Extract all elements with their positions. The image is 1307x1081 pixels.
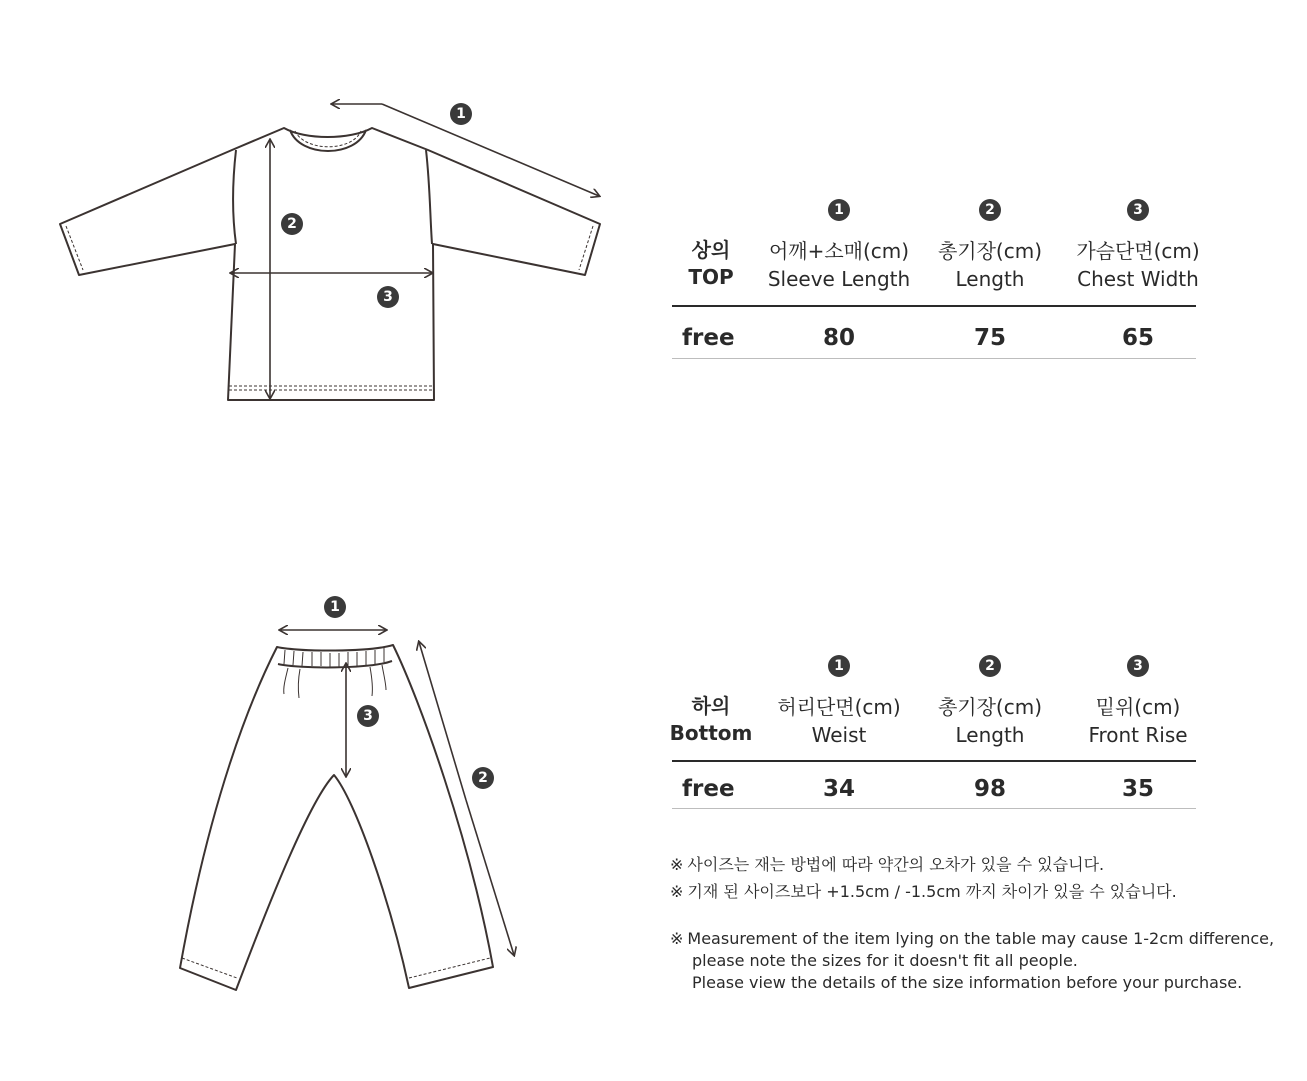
bottom-col-length-en: Length bbox=[955, 723, 1025, 747]
top-col-3-marker: 3 bbox=[1127, 199, 1149, 221]
bottom-col-rise bbox=[1048, 693, 1228, 749]
pants-marker-1: 1 bbox=[324, 596, 346, 618]
tshirt-marker-1: 1 bbox=[450, 103, 472, 125]
bottom-col-waist-ko: 허리단면(cm) bbox=[777, 695, 901, 719]
top-col-chest-ko: 가슴단면(cm) bbox=[1076, 239, 1200, 263]
bottom-header-rule bbox=[672, 760, 1196, 762]
top-col-1-marker: 1 bbox=[828, 199, 850, 221]
tshirt-marker-2: 2 bbox=[281, 213, 303, 235]
bottom-label-ko: 하의 bbox=[691, 694, 731, 718]
note-en-3-text: Please view the details of the size information before your purchase. bbox=[692, 973, 1243, 992]
note-en bbox=[670, 928, 1274, 994]
top-row-size: free bbox=[682, 325, 735, 351]
bottom-row-size: free bbox=[682, 776, 735, 802]
top-row-length-value: 75 bbox=[973, 325, 1006, 351]
top-header-rule bbox=[672, 305, 1196, 307]
bottom-col-rise-en: Front Rise bbox=[1088, 723, 1188, 747]
pants-marker-2: 2 bbox=[472, 767, 494, 789]
bottom-row-length-value: 98 bbox=[973, 776, 1006, 802]
top-row-chest-value: 65 bbox=[1121, 325, 1154, 351]
note-ko-2-text: 기재 된 사이즈보다 +1.5cm / -1.5cm 까지 차이가 있을 수 있습니다. bbox=[687, 882, 1177, 901]
bottom-col-1-marker: 1 bbox=[828, 655, 850, 677]
bottom-row-rule bbox=[672, 808, 1196, 809]
top-col-length-ko: 총기장(cm) bbox=[937, 239, 1043, 263]
top-label-en: TOP bbox=[688, 265, 734, 289]
note-en-2-text: please note the sizes for it doesn't fit all people. bbox=[692, 951, 1078, 970]
tshirt-illustration bbox=[60, 128, 600, 400]
top-col-chest bbox=[1048, 237, 1228, 293]
top-label-ko: 상의 bbox=[691, 238, 731, 262]
note-en-1-text: Measurement of the item lying on the table may cause 1-2cm difference, bbox=[687, 929, 1275, 948]
bottom-col-waist-en: Weist bbox=[811, 723, 867, 747]
bottom-col-3-marker: 3 bbox=[1127, 655, 1149, 677]
note-ko-1 bbox=[670, 854, 1104, 876]
tshirt-marker-3: 3 bbox=[377, 286, 399, 308]
bottom-label-en: Bottom bbox=[669, 721, 753, 745]
bottom-col-2-marker: 2 bbox=[979, 655, 1001, 677]
note-mark: ※ bbox=[670, 855, 684, 874]
top-col-sleeve-ko: 어깨+소매(cm) bbox=[768, 239, 910, 263]
top-row-rule bbox=[672, 358, 1196, 359]
bottom-col-rise-ko: 밑위(cm) bbox=[1095, 695, 1181, 719]
bottom-row-rise-value: 35 bbox=[1121, 776, 1154, 802]
note-mark: ※ bbox=[670, 929, 684, 948]
pants-marker-3: 3 bbox=[357, 705, 379, 727]
note-mark: ※ bbox=[670, 882, 684, 901]
note-ko-2 bbox=[670, 881, 1177, 903]
pants-illustration bbox=[180, 645, 493, 990]
note-ko-1-text: 사이즈는 재는 방법에 따라 약간의 오차가 있을 수 있습니다. bbox=[687, 855, 1105, 874]
bottom-section-label bbox=[668, 693, 754, 747]
top-col-2-marker: 2 bbox=[979, 199, 1001, 221]
bottom-col-length-ko: 총기장(cm) bbox=[937, 695, 1043, 719]
bottom-row-waist-value: 34 bbox=[822, 776, 855, 802]
top-section-label bbox=[672, 237, 750, 291]
top-col-length-en: Length bbox=[955, 267, 1025, 291]
top-row-sleeve-value: 80 bbox=[822, 325, 855, 351]
top-col-sleeve-en: Sleeve Length bbox=[767, 267, 911, 291]
top-col-chest-en: Chest Width bbox=[1077, 267, 1199, 291]
